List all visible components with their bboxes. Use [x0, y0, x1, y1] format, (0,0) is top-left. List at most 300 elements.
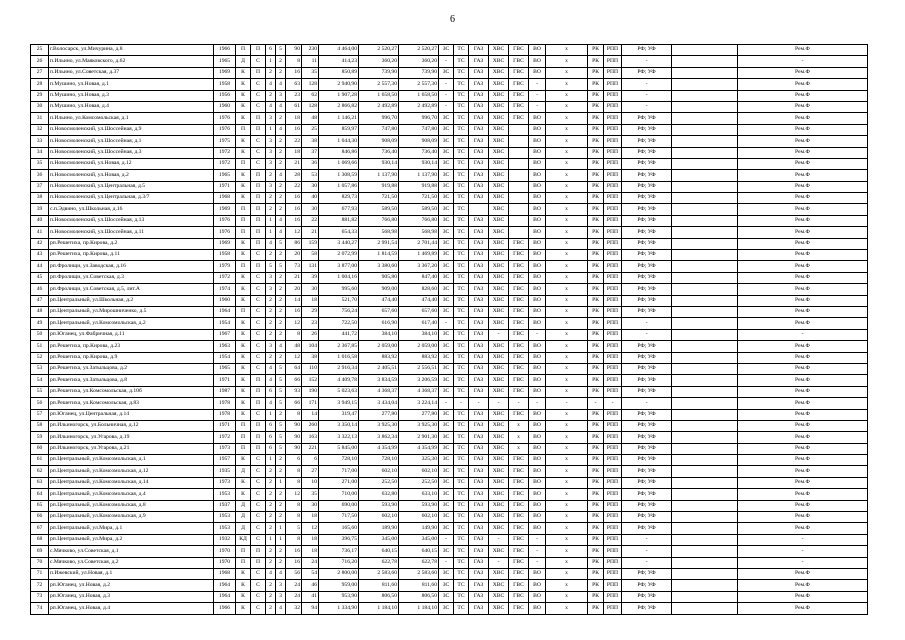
table-cell: 690,00 — [319, 500, 359, 511]
table-cell: РК — [588, 363, 604, 374]
table-cell: ВО — [529, 466, 546, 477]
table-cell: РФ; УФ — [622, 124, 672, 135]
table-cell: 27 — [31, 67, 49, 78]
table-cell: 61 — [286, 101, 302, 112]
table-cell: 5 — [276, 443, 286, 454]
table-cell: 1970 — [214, 557, 236, 568]
table-cell: 5 — [276, 238, 286, 249]
table-cell: ГВС — [509, 500, 529, 511]
table-cell: Рем.Ф — [738, 101, 868, 112]
table-cell: 3 862,34 — [359, 432, 399, 443]
table-cell: 189,90 — [359, 523, 399, 534]
table-cell: п.Новосмоленский, ул.Шоссейная, д.3 — [49, 147, 214, 158]
table-cell: С — [251, 318, 266, 329]
table-cell: 1966 — [214, 45, 236, 56]
table-cell: РПП — [604, 250, 622, 261]
table-cell: ТС — [454, 489, 469, 500]
table-cell: 2 492,89 — [359, 101, 399, 112]
table-cell: ГАЗ — [469, 432, 489, 443]
table-cell: С — [251, 580, 266, 591]
table-cell: рп.Центральный, ул.Комсомольская, д.2 — [49, 318, 214, 329]
table-cell: 2 520,27 — [359, 45, 399, 56]
table-cell: ВО — [529, 136, 546, 147]
table-cell: 1953 — [214, 512, 236, 523]
table-cell: ВО — [529, 67, 546, 78]
table-cell: ЗС — [439, 193, 454, 204]
table-cell — [469, 204, 489, 215]
table-cell: 34 — [31, 147, 49, 158]
table-cell: Рем.Ф — [738, 420, 868, 431]
table-cell: РК — [588, 477, 604, 488]
table-cell: х — [546, 147, 588, 158]
table-cell: 657,60 — [359, 306, 399, 317]
table-cell: Рем.Ф — [738, 306, 868, 317]
table-cell: 2 — [266, 204, 276, 215]
table-cell: К — [236, 113, 251, 124]
table-cell: Рем.Ф — [738, 204, 868, 215]
table-cell: ХВС — [489, 204, 509, 215]
table-cell: х — [546, 546, 588, 557]
table-cell: п.Ильино, ул.Комсомольская, д.1 — [49, 113, 214, 124]
table-cell: 2 991,54 — [359, 238, 399, 249]
table-cell — [672, 101, 738, 112]
table-cell: 22 — [286, 136, 302, 147]
table-cell: х — [546, 79, 588, 90]
table-cell: ХВС — [489, 580, 509, 591]
table-cell: - — [622, 546, 672, 557]
table-cell: - — [738, 329, 868, 340]
table-cell: С — [251, 466, 266, 477]
table-cell: К — [236, 101, 251, 112]
table-cell: 12 — [286, 489, 302, 500]
table-cell: С — [251, 147, 266, 158]
table-cell: К — [236, 591, 251, 602]
table-cell: ТС — [454, 284, 469, 295]
table-cell: 10 — [302, 477, 319, 488]
table-cell — [672, 238, 738, 249]
table-cell: РФ; УФ — [622, 136, 672, 147]
table-cell: 50 — [31, 329, 49, 340]
table-cell: 40 — [31, 215, 49, 226]
table-cell: ГВС — [509, 477, 529, 488]
table-cell: ВО — [529, 272, 546, 283]
table-cell — [672, 466, 738, 477]
table-cell: 3 — [276, 90, 286, 101]
table-cell: 1 184,10 — [399, 603, 439, 614]
table-cell — [672, 113, 738, 124]
table-cell: ГАЗ — [469, 90, 489, 101]
table-cell: ГВС — [509, 546, 529, 557]
table-cell: 2 — [266, 250, 276, 261]
table-cell: - — [738, 546, 868, 557]
table-cell: РФ; УФ — [622, 443, 672, 454]
table-cell: ЗС — [439, 455, 454, 466]
table-cell: ХВС — [489, 90, 509, 101]
table-cell: ТС — [454, 272, 469, 283]
table-cell: РФ; УФ — [622, 489, 672, 500]
table-row — [31, 306, 868, 317]
table-cell: 27 — [302, 466, 319, 477]
table-cell: 41 — [31, 227, 49, 238]
table-cell: х — [546, 250, 588, 261]
table-cell: РК — [588, 603, 604, 614]
table-cell: РФ; УФ — [622, 363, 672, 374]
table-cell: 1 334,90 — [319, 603, 359, 614]
table-cell: 45 — [31, 272, 49, 283]
table-cell: 39 — [302, 272, 319, 283]
table-cell: 3 380,60 — [359, 261, 399, 272]
table-cell: РПП — [604, 124, 622, 135]
table-cell: 1 308,59 — [319, 170, 359, 181]
table-cell: 24 — [286, 591, 302, 602]
table-cell: 881,82 — [319, 215, 359, 226]
table-cell: К — [236, 181, 251, 192]
table-cell — [672, 181, 738, 192]
table-cell: 128 — [302, 101, 319, 112]
table-cell: РПП — [604, 67, 622, 78]
table-cell: ХВС — [489, 591, 509, 602]
table-cell: 38 — [302, 136, 319, 147]
table-cell: 2 — [266, 193, 276, 204]
table-cell: 716,20 — [319, 557, 359, 568]
table-cell: 414,23 — [319, 56, 359, 67]
table-cell: Д — [236, 523, 251, 534]
table-cell: 1 146,21 — [319, 113, 359, 124]
table-cell: ТС — [454, 181, 469, 192]
table-cell: 25 — [302, 124, 319, 135]
table-cell: 2 — [276, 193, 286, 204]
table-cell: РК — [588, 375, 604, 386]
table-cell: Рем.Ф — [738, 443, 868, 454]
table-cell: ВО — [529, 477, 546, 488]
table-cell: ХВС — [489, 455, 509, 466]
table-cell: К — [236, 193, 251, 204]
table-cell: 163 — [302, 432, 319, 443]
table-cell: ХВС — [489, 67, 509, 78]
table-cell: 2 — [276, 67, 286, 78]
table-cell: 2 557,30 — [399, 79, 439, 90]
table-cell: 58 — [31, 420, 49, 431]
table-cell: 568,98 — [399, 227, 439, 238]
table-cell: 2 — [276, 56, 286, 67]
table-cell: С — [251, 489, 266, 500]
table-cell: ГВС — [509, 90, 529, 101]
table-cell: 93 — [286, 386, 302, 397]
table-cell: рп.Юганец, ул.Фабричная, д.11 — [49, 329, 214, 340]
table-cell: ЗС — [439, 181, 454, 192]
table-cell: ВО — [529, 193, 546, 204]
table-cell: ГВС — [509, 67, 529, 78]
table-cell: ТС — [454, 136, 469, 147]
table-cell: ГАЗ — [469, 363, 489, 374]
table-cell: ТС — [454, 238, 469, 249]
table-cell: ГВС — [509, 603, 529, 614]
table-cell: 568,98 — [359, 227, 399, 238]
table-cell: С — [251, 591, 266, 602]
table-cell: ГАЗ — [469, 101, 489, 112]
table-cell: 36 — [31, 170, 49, 181]
table-cell: П — [251, 181, 266, 192]
table-cell: ТС — [454, 455, 469, 466]
table-cell: ВО — [529, 158, 546, 169]
table-cell: 677,93 — [319, 204, 359, 215]
table-cell: ГВС — [509, 56, 529, 67]
table-cell: 593,90 — [359, 500, 399, 511]
table-cell: Рем.Ф — [738, 466, 868, 477]
table-cell: П — [251, 238, 266, 249]
table-cell: ЗС — [439, 363, 454, 374]
table-cell — [672, 204, 738, 215]
table-cell: 66 — [286, 375, 302, 386]
table-cell: ГВС — [509, 580, 529, 591]
table-cell — [672, 546, 738, 557]
table-cell: - — [439, 90, 454, 101]
table-cell: 1974 — [214, 284, 236, 295]
table-cell: П — [236, 261, 251, 272]
table-cell: 883,92 — [399, 352, 439, 363]
table-cell: ГАЗ — [469, 546, 489, 557]
table-cell: ГАЗ — [469, 443, 489, 454]
table-cell: 345,00 — [359, 534, 399, 545]
table-cell: 1 137,90 — [359, 170, 399, 181]
table-cell: 5 — [276, 45, 286, 56]
table-cell: 18 — [286, 113, 302, 124]
table-cell: ГВС — [509, 272, 529, 283]
table-cell — [672, 329, 738, 340]
table-cell: ГАЗ — [469, 215, 489, 226]
table-cell: х — [546, 295, 588, 306]
table-cell: ХВС — [489, 443, 509, 454]
table-cell — [672, 261, 738, 272]
table-cell: 2 — [266, 352, 276, 363]
table-cell — [672, 158, 738, 169]
table-cell: ТС — [454, 512, 469, 523]
table-cell: х — [509, 420, 529, 431]
table-cell: ХВС — [489, 432, 509, 443]
table-cell: ХВС — [489, 147, 509, 158]
table-cell: ГАЗ — [469, 489, 489, 500]
table-cell: ВО — [529, 318, 546, 329]
table-cell: ЗС — [439, 204, 454, 215]
table-cell: ХВС — [489, 420, 509, 431]
table-cell: Рем.Ф — [738, 375, 868, 386]
table-cell: - — [454, 398, 469, 409]
table-cell: РПП — [604, 455, 622, 466]
table-cell: П — [236, 45, 251, 56]
table-cell: РПП — [604, 352, 622, 363]
table-cell: 63 — [286, 79, 302, 90]
table-cell: 2 — [276, 158, 286, 169]
table-cell — [509, 215, 529, 226]
table-cell — [672, 193, 738, 204]
table-cell: РПП — [604, 215, 622, 226]
table-cell: п.Ильино, ул.Маяковского, д.62 — [49, 56, 214, 67]
table-cell: ВО — [529, 591, 546, 602]
table-cell: ГАЗ — [469, 284, 489, 295]
table-cell: 2 — [276, 557, 286, 568]
table-cell: 90 — [286, 443, 302, 454]
table-cell: рп.Центральный, ул.Комсомольская, д.14 — [49, 477, 214, 488]
table-cell: ТС — [454, 329, 469, 340]
table-cell: Рем.Ф — [738, 398, 868, 409]
table-row — [31, 352, 868, 363]
table-cell: 46 — [31, 284, 49, 295]
table-cell: - — [622, 90, 672, 101]
table-cell: 48 — [302, 113, 319, 124]
table-cell: 6 — [286, 455, 302, 466]
table-cell: ХВС — [489, 238, 509, 249]
table-cell: ТС — [454, 124, 469, 135]
table-cell: РПП — [604, 318, 622, 329]
table-cell: Рем.Ф — [738, 580, 868, 591]
table-cell: С — [251, 272, 266, 283]
table-cell: К — [236, 568, 251, 579]
table-cell: ГАЗ — [469, 45, 489, 56]
table-cell: Рем.Ф — [738, 341, 868, 352]
table-cell: - — [622, 398, 672, 409]
table-cell: ХВС — [489, 227, 509, 238]
table-cell: К — [236, 284, 251, 295]
table-cell: П — [251, 375, 266, 386]
table-cell: 159 — [302, 238, 319, 249]
table-cell: 2 866,82 — [319, 101, 359, 112]
table-cell: РПП — [604, 284, 622, 295]
table-cell: Рем.Ф — [738, 193, 868, 204]
table-cell: ХВС — [489, 113, 509, 124]
table-cell: РПП — [604, 477, 622, 488]
table-cell: ГВС — [509, 306, 529, 317]
table-cell: ХВС — [489, 500, 509, 511]
table-cell: п.Ильино, ул.Советская, д.37 — [49, 67, 214, 78]
table-cell: рп.Фролищи, ул.Советская, д.3 — [49, 272, 214, 283]
table-cell: 3 925,30 — [359, 420, 399, 431]
table-cell: ГВС — [509, 341, 529, 352]
table-row — [31, 284, 868, 295]
table-cell: ТС — [454, 603, 469, 614]
table-cell: ХВС — [489, 523, 509, 534]
table-cell: П — [251, 546, 266, 557]
table-cell: ЗС — [439, 352, 454, 363]
table-cell: 12 — [286, 352, 302, 363]
table-cell: П — [236, 432, 251, 443]
table-cell: ТС — [454, 580, 469, 591]
table-cell: РФ; УФ — [622, 295, 672, 306]
table-cell — [672, 580, 738, 591]
table-cell: Рем.Ф — [738, 67, 868, 78]
table-cell: 149,90 — [399, 523, 439, 534]
table-cell: х — [546, 238, 588, 249]
table-cell: 1960 — [214, 295, 236, 306]
table-cell: РК — [588, 227, 604, 238]
table-cell: 2 — [266, 591, 276, 602]
table-cell: ЗС — [439, 147, 454, 158]
table-cell: ЗС — [439, 238, 454, 249]
table-cell: - — [738, 56, 868, 67]
table-cell: 474,40 — [399, 295, 439, 306]
table-cell: 73 — [31, 591, 49, 602]
table-cell: 4 — [276, 215, 286, 226]
table-cell: 4 — [276, 227, 286, 238]
table-cell: х — [546, 170, 588, 181]
table-cell: ГВС — [509, 557, 529, 568]
table-cell: К — [236, 489, 251, 500]
table-cell: 53 — [31, 363, 49, 374]
table-cell: 277,80 — [399, 409, 439, 420]
table-cell: РПП — [604, 500, 622, 511]
table-cell: 4 — [266, 568, 276, 579]
table-cell: 71 — [31, 568, 49, 579]
table-cell: 2 916,34 — [319, 363, 359, 374]
table-row — [31, 398, 868, 409]
table-cell: ГВС — [509, 568, 529, 579]
table-cell: ТС — [454, 443, 469, 454]
table-cell: ХВС — [489, 603, 509, 614]
table-cell: К — [236, 386, 251, 397]
table-cell: Рем.Ф — [738, 568, 868, 579]
table-cell: П — [251, 193, 266, 204]
table-cell: ВО — [529, 238, 546, 249]
table-cell: - — [469, 398, 489, 409]
table-cell: 2 — [276, 466, 286, 477]
table-cell: 384,10 — [359, 329, 399, 340]
table-cell: РПП — [604, 386, 622, 397]
table-cell: 1 — [276, 477, 286, 488]
table-cell: ГАЗ — [469, 193, 489, 204]
table-cell: 1978 — [214, 409, 236, 420]
table-cell: рп.Решетиха, пр.Кирова, д.9 — [49, 352, 214, 363]
table-cell: ТС — [454, 568, 469, 579]
table-cell: К — [236, 603, 251, 614]
table-cell: 4 — [266, 101, 276, 112]
table-cell: РПП — [604, 466, 622, 477]
table-row — [31, 500, 868, 511]
table-cell: х — [509, 443, 529, 454]
table-cell: 1953 — [214, 523, 236, 534]
table-cell: Рем.Ф — [738, 386, 868, 397]
table-cell: 4 — [276, 170, 286, 181]
table-cell: ГАЗ — [469, 329, 489, 340]
table-cell: 632,80 — [359, 489, 399, 500]
table-cell: ГАЗ — [469, 568, 489, 579]
table-row — [31, 101, 868, 112]
table-cell: 1 137,90 — [399, 170, 439, 181]
table-cell — [672, 227, 738, 238]
table-cell: Рем.Ф — [738, 318, 868, 329]
table-cell: РПП — [604, 603, 622, 614]
table-cell: РФ; УФ — [622, 147, 672, 158]
table-cell: 3 — [266, 136, 276, 147]
table-cell: 3 — [266, 158, 276, 169]
table-cell — [672, 455, 738, 466]
table-cell: 1976 — [214, 113, 236, 124]
table-cell: ГВС — [509, 250, 529, 261]
table-cell: 252,50 — [399, 477, 439, 488]
table-cell: ЗС — [439, 500, 454, 511]
table-cell: 756,24 — [319, 306, 359, 317]
table-cell: - — [738, 557, 868, 568]
table-cell: 1978 — [214, 398, 236, 409]
table-cell: К — [236, 341, 251, 352]
table-cell: ТС — [454, 261, 469, 272]
table-cell: 2 059,00 — [399, 341, 439, 352]
table-cell: 4 — [266, 375, 276, 386]
table-cell: 5 — [276, 261, 286, 272]
table-row — [31, 238, 868, 249]
table-cell: РК — [588, 318, 604, 329]
table-cell: 65 — [31, 500, 49, 511]
table-cell: 32 — [31, 124, 49, 135]
table-cell: х — [546, 523, 588, 534]
